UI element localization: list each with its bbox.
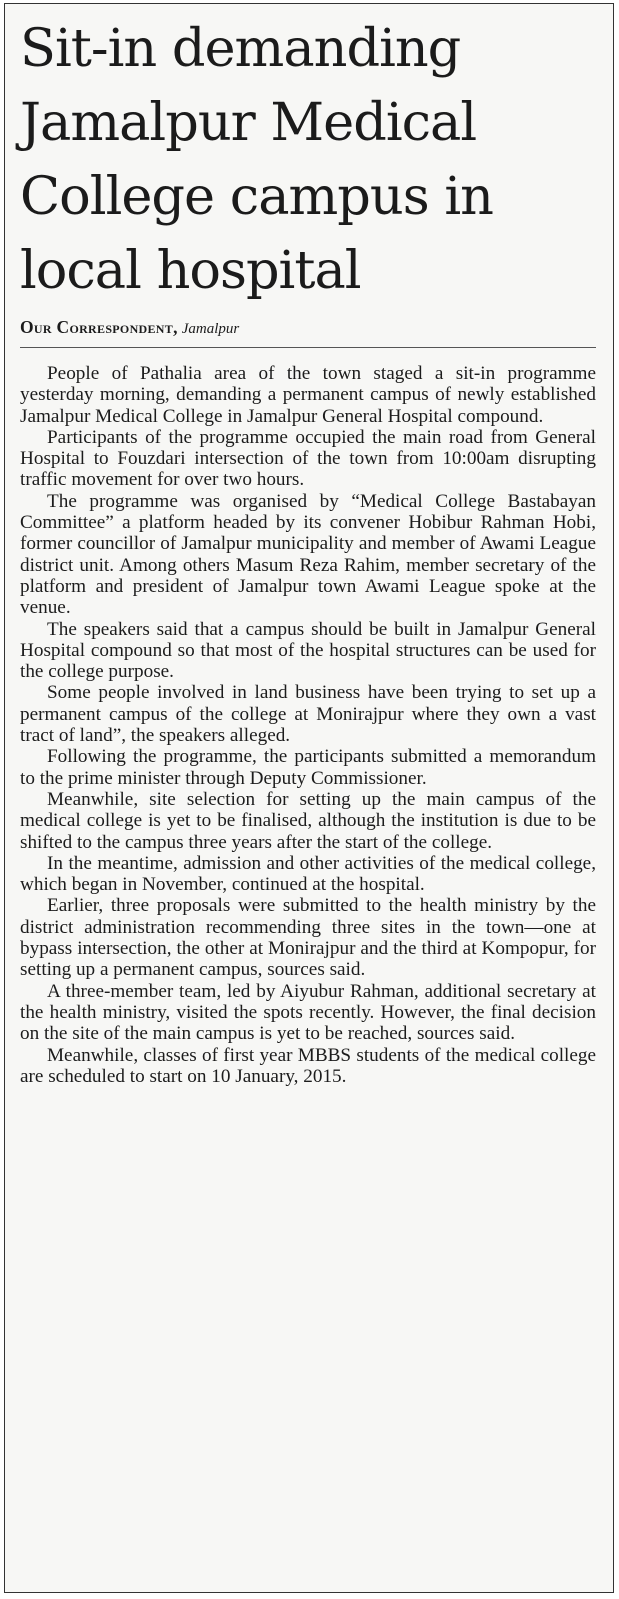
byline-location: Jamalpur [181,321,240,337]
byline [20,318,596,348]
paragraph: A three-member team, led by Aiyubur Rahman, additional secretary at the health ministry, visited the spots recently. However, the final decision on the site of the main campus is yet to be reached, sources said. [20,980,596,1045]
paragraph: People of Pathalia area of the town staged a sit-in programme yesterday morning, demanding a permanent campus of newly established Jamalpur Medical College in Jamalpur General Hospital compound. [20,363,596,427]
paragraph: The programme was organised by “Medical College Bastabayan Committee” a platform headed by its convener Hobibur Rahman Hobi, former councillor of Jamalpur municipality and member of Awami League district unit. Among others Masum Reza Rahim, member secretary of the platform and president of Jamalpur town Awami League spoke at the venue. [20,490,596,619]
paragraph: Meanwhile, site selection for setting up the main campus of the medical college is yet to be finalised, although the institution is due to be shifted to the campus three years after the start of the college. [20,788,596,853]
paragraph: In the meantime, admission and other activities of the medical college, which began in November, continued at the hospital. [20,852,596,896]
paragraph: Some people involved in land business have been trying to set up a permanent campus of the college at Monirajpur where they own a vast tract of land”, the speakers alleged. [20,682,596,747]
paragraph: Following the programme, the participants submitted a memorandum to the prime minister through Deputy Commissioner. [20,746,596,789]
paragraph: The speakers said that a campus should be built in Jamalpur General Hospital compound so that most of the hospital structures can be used for the college purpose. [20,618,596,683]
headline: Sit-in demanding Jamalpur Medical College campus in local hospital [20,18,493,301]
paragraph: Earlier, three proposals were submitted to the health ministry by the district administration recommending three sites in the town—one at bypass intersection, the other at Monirajpur and the third at Kompopur, for setting up a permanent campus, sources said. [20,895,596,981]
news-clipping [4,3,614,1593]
paragraph: Participants of the programme occupied the main road from General Hospital to Fouzdari intersection of the town from 10:00am disrupting traffic movement for over two hours. [20,426,596,491]
paragraph: Meanwhile, classes of first year MBBS students of the medical college are scheduled to start on 10 January, 2015. [20,1044,596,1087]
byline-author: Our Correspondent, [20,317,178,337]
article-body [20,363,596,1087]
